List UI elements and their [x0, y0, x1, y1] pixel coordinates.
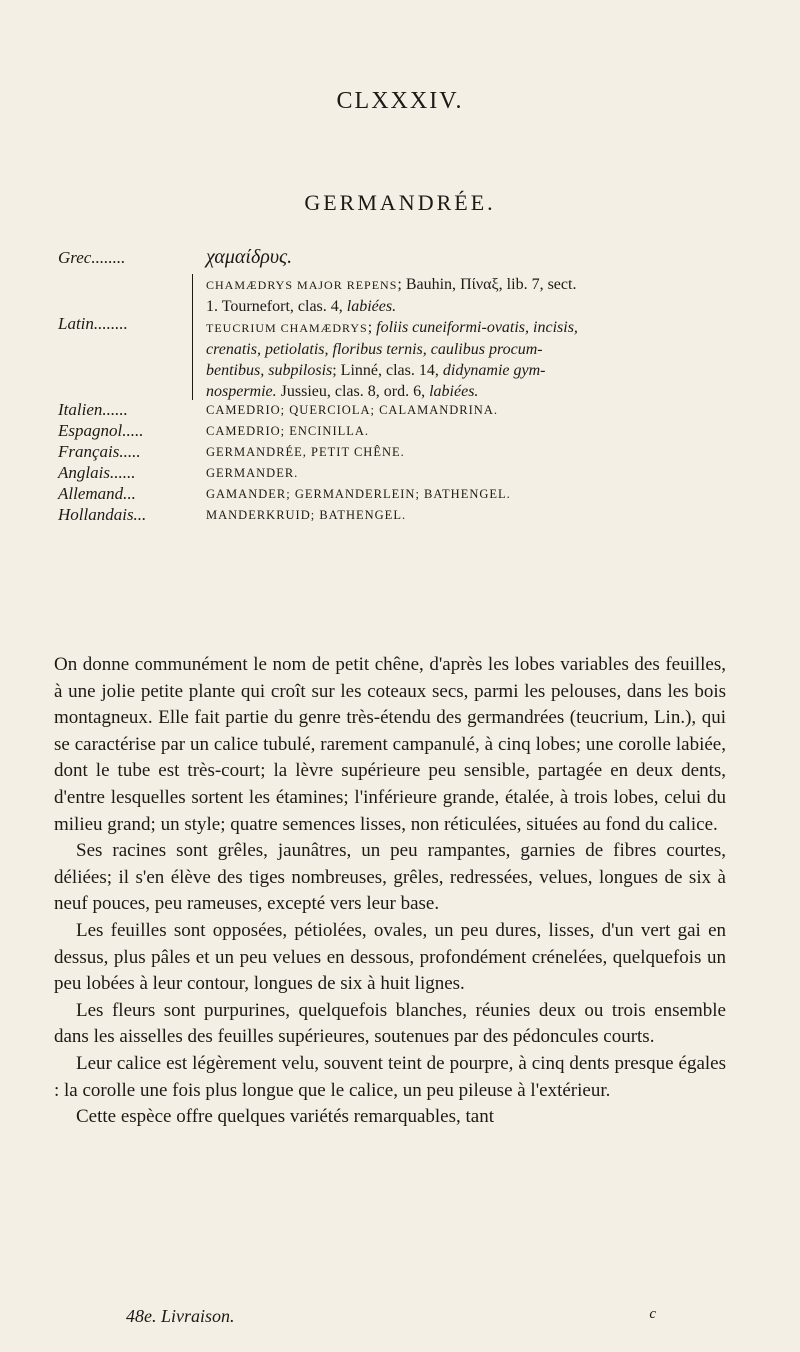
label-francais: Français..... — [58, 442, 141, 461]
label-latin: Latin........ — [58, 314, 128, 333]
entry-hollandais: MANDERKRUID; BATHENGEL. — [206, 508, 407, 522]
entry-grec: χαμαίδρυς. — [206, 246, 293, 268]
entry-allemand: GAMANDER; GERMANDERLEIN; BATHENGEL. — [206, 487, 511, 501]
latin-bracket — [192, 274, 201, 400]
chapter-number: CLXXXIV. — [336, 88, 464, 114]
label-italien: Italien...... — [58, 400, 128, 419]
body-text — [54, 652, 726, 1131]
entry-francais: GERMANDRÉE, PETIT CHÊNE. — [206, 445, 405, 459]
latin-line: crenatis, petiolatis, floribus ternis, caulibus procum- — [206, 341, 543, 358]
page-title: GERMANDRÉE. — [304, 190, 496, 215]
entry-italien: CAMEDRIO; QUERCIOLA; CALAMANDRINA. — [206, 403, 498, 417]
entry-anglais: GERMANDER. — [206, 466, 299, 480]
paragraph: Leur calice est légèrement velu, souvent teint de pourpre, à cinq dents presque égales : la corolle une fois plus longue que le calice, un peu pileuse à l'extérieur. — [54, 1052, 726, 1101]
label-allemand: Allemand... — [58, 484, 136, 503]
entry-espagnol: CAMEDRIO; ENCINILLA. — [206, 424, 370, 438]
label-grec: Grec........ — [58, 248, 126, 267]
latin-line: TEUCRIUM CHAMÆDRYS; foliis cuneiformi-ovatis, incisis, — [206, 319, 578, 336]
paragraph: Cette espèce offre quelques variétés remarquables, tant — [76, 1106, 494, 1128]
paragraph: Les feuilles sont opposées, pétiolées, ovales, un peu dures, lisses, d'un vert gai en dessus, plus pâles et un peu velues en dessous, profondément crénelées, quelquefois un peu lobées à leur contour, longues de six à huit lignes. — [54, 919, 726, 995]
latin-line: nospermie. Jussieu, clas. 8, ord. 6, labiées. — [206, 383, 479, 400]
latin-line: 1. Tournefort, clas. 4, labiées. — [206, 298, 397, 315]
paragraph: Les fleurs sont purpurines, quelquefois blanches, réunies deux ou trois ensemble dans les aisselles des feuilles supérieures, soutenues par des pédoncules courts. — [54, 999, 726, 1048]
label-hollandais: Hollandais... — [58, 505, 147, 524]
signature-mark: 48e. Livraison. — [126, 1306, 235, 1326]
entry-latin — [206, 274, 778, 402]
paragraph: On donne communément le nom de petit chêne, d'après les lobes variables des feuilles, à une jolie petite plante qui croît sur les coteaux secs, parmi les pelouses, dans les bois montagneux. Elle fait partie du genre très-étendu des germandrées (teucrium, Lin.), qui se caractérise par un calice tubulé, rarement campanulé, à cinq lobes; une corolle labiée, dont le tube est très-court; la lèvre supérieure peu sensible, partagée en deux dents, d'entre lesquelles sortent les étamines; l'inférieure grande, étalée, à trois lobes, celui du milieu grand; un style; quatre semences lisses, non réticulées, situées au fond du calice. — [54, 654, 726, 835]
label-anglais: Anglais...... — [58, 463, 136, 482]
latin-line: CHAMÆDRYS MAJOR REPENS; Bauhin, Πίναξ, lib. 7, sect. — [206, 276, 577, 293]
paragraph: Ses racines sont grêles, jaunâtres, un peu rampantes, garnies de fibres courtes, déliées; il s'en élève des tiges nombreuses, grêles, redressées, velues, longues de six à neuf pouces, peu rameuses, excepté vers leur base. — [54, 840, 726, 915]
latin-line: bentibus, subpilosis; Linné, clas. 14, didynamie gym- — [206, 362, 546, 379]
label-espagnol: Espagnol..... — [58, 421, 144, 440]
gathering-mark: c — [649, 1306, 656, 1322]
